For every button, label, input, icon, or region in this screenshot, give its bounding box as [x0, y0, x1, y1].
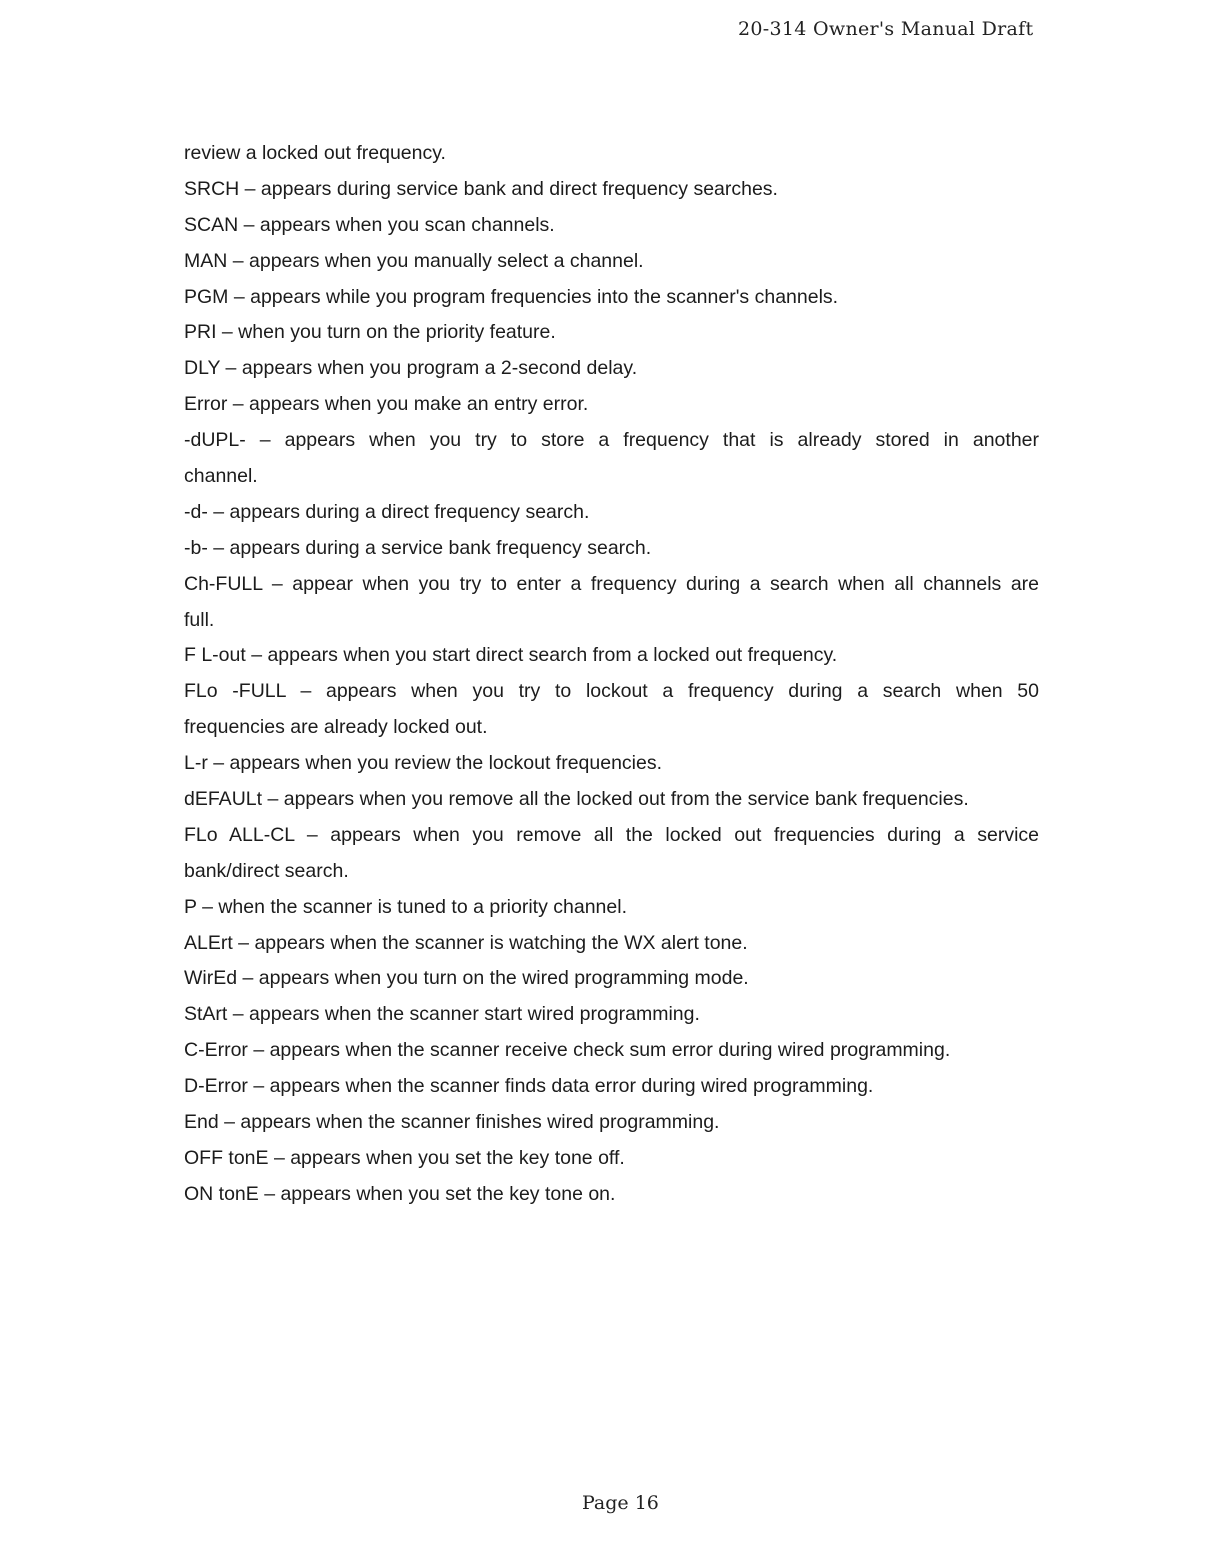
- text-line: C-Error – appears when the scanner receive check sum error during wired programming.: [184, 1039, 951, 1062]
- text-line: L-r – appears when you review the lockout frequencies.: [184, 752, 663, 775]
- text-line: channel.: [184, 465, 258, 488]
- text-line: SRCH – appears during service bank and direct frequency searches.: [184, 177, 778, 200]
- text-line: SCAN – appears when you scan channels.: [184, 213, 555, 236]
- text-line: D-Error – appears when the scanner finds data error during wired programming.: [184, 1075, 874, 1098]
- text-line: FLo -FULL – appears when you try to lockout a frequency during a search when 50: [184, 680, 1039, 703]
- text-line: ON tonE – appears when you set the key tone on.: [184, 1182, 616, 1205]
- text-line: ALErt – appears when the scanner is watching the WX alert tone.: [184, 931, 748, 954]
- text-line: Error – appears when you make an entry error.: [184, 393, 589, 416]
- text-line: P – when the scanner is tuned to a priority channel.: [184, 895, 627, 918]
- text-line: Ch-FULL – appear when you try to enter a frequency during a search when all channels are: [184, 572, 1039, 595]
- running-header: 20-314 Owner's Manual Draft: [738, 18, 1034, 40]
- text-line: review a locked out frequency.: [184, 142, 446, 164]
- text-line: dEFAULt – appears when you remove all the locked out from the service bank frequencies.: [184, 788, 969, 811]
- text-line: PGM – appears while you program frequencies into the scanner's channels.: [184, 285, 839, 308]
- text-line: MAN – appears when you manually select a channel.: [184, 249, 644, 272]
- text-line: OFF tonE – appears when you set the key tone off.: [184, 1146, 625, 1169]
- text-line: -b- – appears during a service bank frequency search.: [184, 536, 652, 559]
- text-line: frequencies are already locked out.: [184, 716, 488, 739]
- text-line: PRI – when you turn on the priority feature.: [184, 321, 556, 344]
- text-line: StArt – appears when the scanner start wired programming.: [184, 1003, 700, 1026]
- text-line: End – appears when the scanner finishes wired programming.: [184, 1111, 720, 1134]
- text-line: full.: [184, 608, 215, 631]
- text-line: DLY – appears when you program a 2-second delay.: [184, 357, 638, 380]
- text-line: -d- – appears during a direct frequency search.: [184, 500, 590, 523]
- text-line: bank/direct search.: [184, 859, 349, 882]
- text-line: F L-out – appears when you start direct search from a locked out frequency.: [184, 644, 838, 667]
- body-text: [184, 138, 1039, 1215]
- text-line: WirEd – appears when you turn on the wired programming mode.: [184, 967, 749, 990]
- text-line: -dUPL- – appears when you try to store a frequency that is already stored in another: [184, 429, 1039, 452]
- text-line: FLo ALL-CL – appears when you remove all the locked out frequencies during a service: [184, 823, 1039, 846]
- page-number: Page 16: [582, 1492, 659, 1514]
